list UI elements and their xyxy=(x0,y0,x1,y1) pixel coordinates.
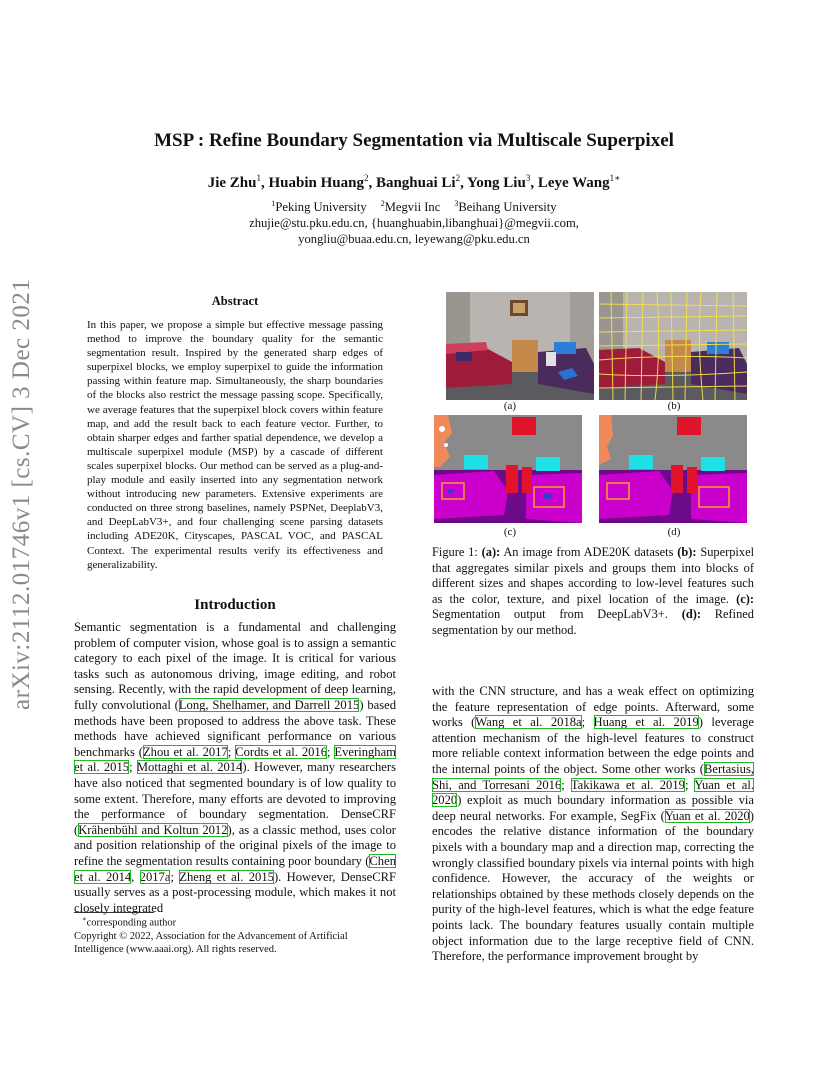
panel-label-c: (c) xyxy=(503,526,517,538)
introduction-text: Semantic segmentation is a fundamental and challenging problem of computer vision, whose goal is to assign a semantic category to each pixel of the image. It is critical for various tasks such as autonomous driving, image editing, and robot sensing. Recently, with the rapid development of deep learning, fully convolutional (Long, Shelhamer, and Darrell 2015) based methods have been proposed to address the above task. These methods have achieved significant performance on various benchmarks (Zhou et al. 2017; Cordts et al. 2016; Everingham et al. 2015; Mottaghi et al. 2014). However, many researchers have also noticed that segmented boundary is of low quality to some extent. Therefore, many efforts are devoted to improving the performance of boundary segmentation. DenseCRF (Krähenbühl and Koltun 2012), as a classic method, uses color and position relationship of the original pixels of the image to refine the segmentation results containing poor boundary (Chen et al. 2014, 2017a; Zheng et al. 2015). However, DenseCRF usually serves as a post-processing module, which makes it not closely integrated xyxy=(74,620,397,915)
citation-link[interactable]: Huang et al. 2019 xyxy=(593,715,699,730)
affiliation-name: Peking University xyxy=(275,200,367,215)
caption-panel-ref: (a): xyxy=(481,545,501,559)
author-name: Leye Wang xyxy=(537,175,610,191)
arxiv-stamp: arXiv:2112.01746v1 [cs.CV] 3 Dec 2021 xyxy=(8,278,35,710)
caption-panel-ref: (b): xyxy=(677,545,697,559)
caption-panel-ref: (c): xyxy=(736,591,754,606)
abstract-heading: Abstract xyxy=(211,294,259,308)
affiliation-mark: 1 xyxy=(271,199,276,208)
affiliation-name: Beihang University xyxy=(458,200,557,215)
author-affiliation-mark: 1 xyxy=(256,173,261,183)
figure-panel-a-photo xyxy=(446,292,594,400)
citation-link[interactable]: Yuan et al. 2020 xyxy=(664,808,750,823)
panel-label-a: (a) xyxy=(503,400,517,412)
citation-link[interactable]: Wang et al. 2018a xyxy=(475,715,582,730)
affiliation-mark: 3 xyxy=(454,199,459,208)
citation-link[interactable]: Takikawa et al. 2019 xyxy=(570,777,685,792)
citation-link[interactable]: Krähenbühl and Koltun 2012 xyxy=(78,822,228,837)
figure-1 xyxy=(432,288,754,548)
author-affiliation-mark: 3 xyxy=(525,173,531,183)
footnote-text: corresponding author xyxy=(86,917,177,929)
right-column-text: with the CNN structure, and has a weak effect on optimizing the feature representation of edge points. Afterward, some works (Wang et al. 2018a; Huang et al. 2019) leverage attention mechanism of the high-level features to construct more reliable context information between the edge points and the internal points of the object. Some other works (Bertasius, Shi, and Torresani 2016; Takikawa et al. 2019; Yuan et al. 2020) exploit as much boundary information as possible via deep neural networks. For example, SegFix (Yuan et al. 2020) encodes the relative distance information of the boundary pixels with a boundary map and a direction map, correcting the wrongly classified boundary pixels via internal points with high confidence. However, the accuracy of the weights or relationships obtained by these methods closely depends on the purity of the high-level features, which is what the edge feature points lack. The boundary features usually contain multiple object information due to the large receptive field of CNN. Therefore, the performance improvement brought by xyxy=(432,684,754,964)
author-list: Jie Zhu$^1$, Huabin Huang$^2$, Banghuai Li$^2$, Yong Liu$^3$, Leye Wang$^{1∗}$ xyxy=(207,173,621,191)
author-name: Banghuai Li xyxy=(375,175,456,191)
citation-link[interactable]: Yuan et al. 2020 xyxy=(432,777,754,808)
citation-link[interactable]: Mottaghi et al. 2014 xyxy=(136,760,243,775)
footnote-mark: ∗ xyxy=(81,915,87,923)
affiliation-name: Megvii Inc xyxy=(384,200,441,215)
citation-link[interactable]: Cordts et al. 2016 xyxy=(235,744,328,759)
figure-caption: Figure 1: (a): An image from ADE20K datasets (b): Superpixel that aggregates similar pixels and groups them into blocks of different sizes and shapes according to low-level features such as the color, texture, and pixel location of the image. (c): Segmentation output from DeepLabV3+. (d): Refined segmentation by our method. xyxy=(432,545,755,637)
affiliation-mark: 2 xyxy=(380,199,385,208)
introduction-heading: Introduction xyxy=(194,597,276,613)
figure-panel-c-segmentation xyxy=(434,415,582,523)
paper-title: MSP : Refine Boundary Segmentation via Multiscale Superpixel xyxy=(154,130,674,151)
figure-panel-d-refined xyxy=(599,415,747,523)
author-name: Huabin Huang xyxy=(268,175,364,191)
citation-link[interactable]: 2017a xyxy=(139,869,171,884)
abstract-text: In this paper, we propose a simple but effective message passing method to improve the boundary quality for the semantic segmentation result. Inspired by the generated sharp edges of superpixel blocks, we employ superpixel to guide the information passing within feature map. Simultaneously, the sharp boundaries of the blocks also restrict the message passing scope. Specifically, we average features that the superpixel block covers within feature map, and add the result back to each feature vector. Further, to obtain sharper edges and farther spatial dependence, we develop a multiscale superpixel module (MSP) by a cascade of different scales superpixel blocks. Our method can be served as a plug-and-play module and easily inserted into any segmentation network without introducing new parameters. Extensive experiments are conducted on three strong baselines, namely PSPNet, DeeplabV3, and DeepLabV3+, and four challenging scene parsing datasets including ADE20K, Cityscapes, PASCAL VOC, and PASCAL Context. The experimental results verify its effectiveness and generalizability. xyxy=(87,319,383,571)
email-line-2: yongliu@buaa.edu.cn, leyewang@pku.edu.cn xyxy=(298,232,530,247)
affiliation-line xyxy=(0,196,828,215)
citation-link[interactable]: Zheng et al. 2015 xyxy=(179,869,274,884)
copyright-notice: Copyright © 2022, Association for the Advancement of Artificial Intelligence (www.aaai.org). All rights reserved. xyxy=(74,930,348,955)
affiliations xyxy=(0,196,828,247)
citation-link[interactable]: Bertasius, Shi, and Torresani 2016 xyxy=(432,761,754,792)
citation-link[interactable]: Chen et al. 2014 xyxy=(74,853,396,884)
author-affiliation-mark: 2 xyxy=(455,173,461,183)
citation-link[interactable]: Everingham et al. 2015 xyxy=(74,744,396,775)
author-name: Yong Liu xyxy=(467,175,526,191)
caption-panel-ref: (d): xyxy=(681,607,701,622)
author-affiliation-mark: 2 xyxy=(363,173,369,183)
footnote xyxy=(74,913,396,956)
citation-link[interactable]: Zhou et al. 2017 xyxy=(142,744,228,759)
figure-panel-b-superpixel xyxy=(599,292,747,400)
citation-link[interactable]: Long, Shelhamer, and Darrell 2015 xyxy=(178,697,360,712)
author-affiliation-mark: 1∗ xyxy=(609,173,621,183)
panel-label-d: (d) xyxy=(667,526,681,538)
author-name: Jie Zhu xyxy=(207,175,257,191)
email-line-1: zhujie@stu.pku.edu.cn, {huanghuabin,libanghuai}@megvii.com, xyxy=(249,216,579,231)
panel-label-b: (b) xyxy=(667,400,681,412)
